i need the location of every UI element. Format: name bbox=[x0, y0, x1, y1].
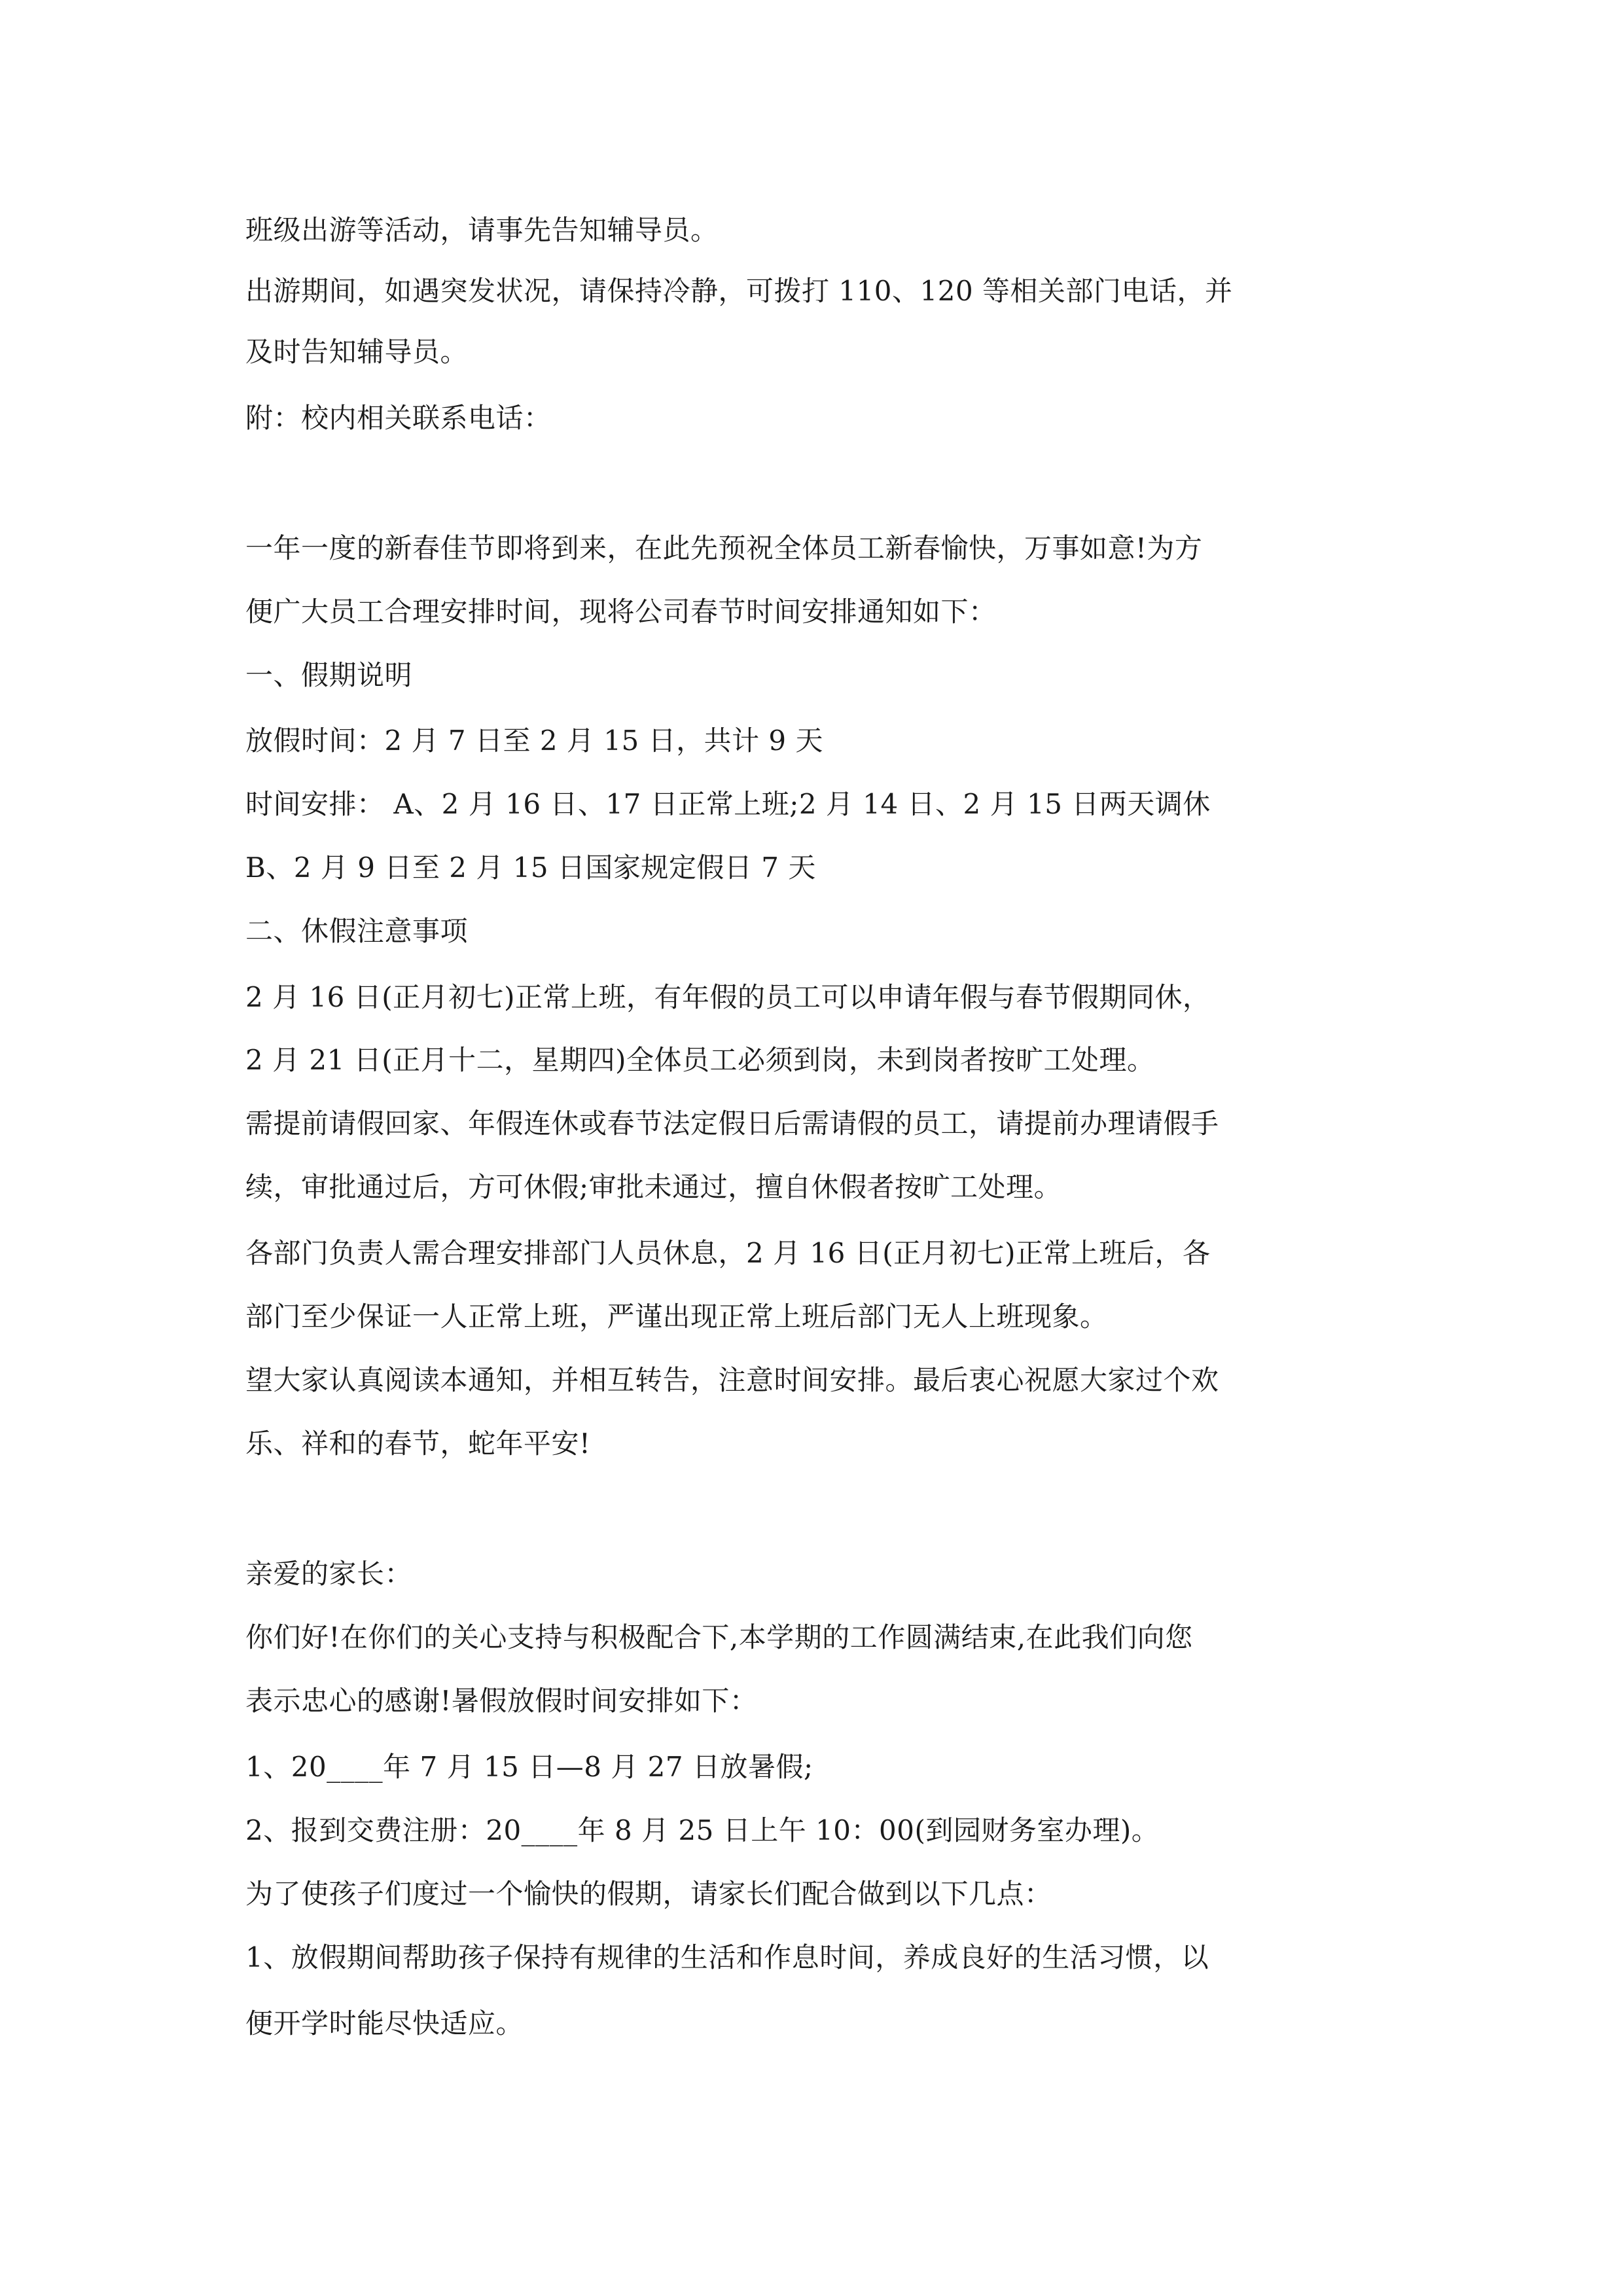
text-line: 各部门负责人需合理安排部门人员休息，2 月 16 日(正月初七)正常上班后，各 bbox=[245, 1237, 1211, 1269]
section-heading: 一、假期说明 bbox=[245, 659, 413, 691]
text-line: 附：校内相关联系电话： bbox=[245, 402, 552, 434]
greeting: 亲爱的家长： bbox=[245, 1558, 413, 1590]
text-line: 便广大员工合理安排时间，现将公司春节时间安排通知如下： bbox=[245, 596, 997, 628]
text-line: 便开学时能尽快适应。 bbox=[245, 2007, 524, 2039]
text-line: 2、报到交费注册：20____年 8 月 25 日上午 10：00(到园财务室办理)。 bbox=[245, 1814, 1160, 1846]
section-heading: 二、休假注意事项 bbox=[245, 915, 469, 947]
text-line: 及时告知辅导员。 bbox=[245, 336, 469, 368]
text-line: 你们好!在你们的关心支持与积极配合下,本学期的工作圆满结束,在此我们向您 bbox=[245, 1621, 1193, 1653]
text-line: 续，审批通过后，方可休假;审批未通过，擅自休假者按旷工处理。 bbox=[245, 1171, 1062, 1203]
text-line: 1、放假期间帮助孩子保持有规律的生活和作息时间，养成良好的生活习惯，以 bbox=[245, 1941, 1209, 1973]
text-line: 2 月 21 日(正月十二，星期四)全体员工必须到岗，未到岗者按旷工处理。 bbox=[245, 1044, 1155, 1076]
text-line: 放假时间：2 月 7 日至 2 月 15 日，共计 9 天 bbox=[245, 725, 823, 757]
text-line: 需提前请假回家、年假连休或春节法定假日后需请假的员工，请提前办理请假手 bbox=[245, 1107, 1219, 1139]
text-line: B、2 月 9 日至 2 月 15 日国家规定假日 7 天 bbox=[245, 852, 816, 884]
text-line: 表示忠心的感谢!暑假放假时间安排如下： bbox=[245, 1685, 758, 1717]
text-line: 乐、祥和的春节，蛇年平安! bbox=[245, 1427, 591, 1460]
text-line: 时间安排： A、2 月 16 日、17 日正常上班;2 月 14 日、2 月 15 日两天调休 bbox=[245, 788, 1211, 820]
text-line: 部门至少保证一人正常上班，严谨出现正常上班后部门无人上班现象。 bbox=[245, 1300, 1108, 1333]
text-line: 一年一度的新春佳节即将到来，在此先预祝全体员工新春愉快，万事如意!为方 bbox=[245, 532, 1203, 564]
text-line: 出游期间，如遇突发状况，请保持冷静，可拨打 110、120 等相关部门电话，并 bbox=[245, 275, 1233, 307]
text-line: 2 月 16 日(正月初七)正常上班，有年假的员工可以申请年假与春节假期同休， bbox=[245, 981, 1211, 1013]
text-line: 班级出游等活动，请事先告知辅导员。 bbox=[245, 214, 719, 246]
text-line: 1、20____年 7 月 15 日—8 月 27 日放暑假; bbox=[245, 1751, 813, 1783]
text-line: 为了使孩子们度过一个愉快的假期，请家长们配合做到以下几点： bbox=[245, 1878, 1052, 1910]
text-line: 望大家认真阅读本通知，并相互转告，注意时间安排。最后衷心祝愿大家过个欢 bbox=[245, 1364, 1219, 1396]
